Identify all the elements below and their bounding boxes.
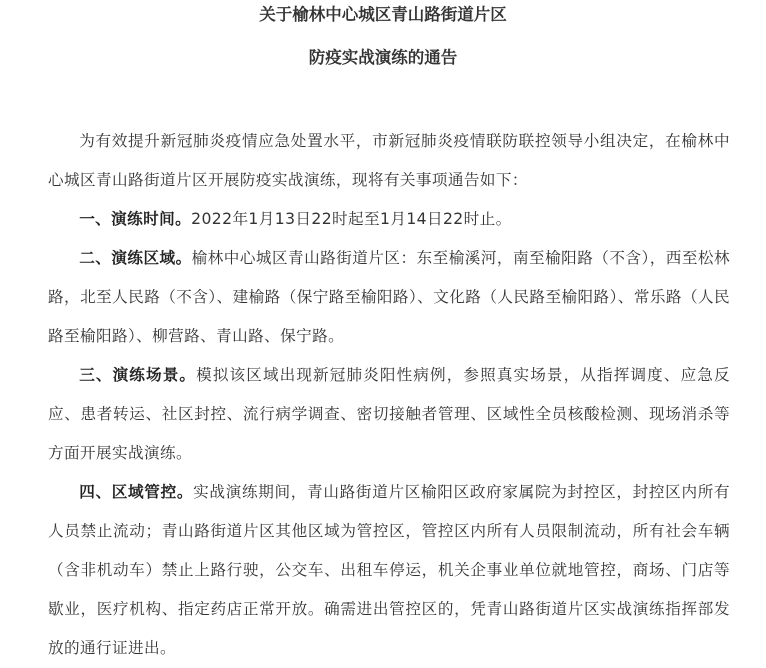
section-heading: 三、演练场景。 xyxy=(79,366,197,384)
section-drill-area xyxy=(48,239,730,356)
section-heading: 四、区域管控。 xyxy=(79,483,194,501)
section-text: 榆林中心城区青山路街道片区：东至榆溪河，南至榆阳路（不含），西至松林路，北至人民路（不含）、建榆路（保宁路至榆阳路）、文化路（人民路至榆阳路）、常乐路（人民路至榆阳路）、柳营路、青山路、保宁路。 xyxy=(48,249,730,345)
section-text: 模拟该区域出现新冠肺炎阳性病例，参照真实场景，从指挥调度、应急反应、患者转运、社区封控、流行病学调查、密切接触者管理、区域性全员核酸检测、现场消杀等方面开展实战演练。 xyxy=(48,366,730,462)
section-drill-time xyxy=(48,200,730,239)
section-drill-scenario xyxy=(48,356,730,473)
section-heading: 二、演练区域。 xyxy=(79,249,192,267)
section-area-control xyxy=(48,473,730,668)
document-body xyxy=(48,122,730,668)
document-title-line-2: 防疫实战演练的通告 xyxy=(308,48,458,67)
section-text: 2022年1月13日22时起至1月14日22时止。 xyxy=(191,210,512,228)
document-title-line-1: 关于榆林中心城区青山路街道片区 xyxy=(259,5,507,24)
intro-paragraph: 为有效提升新冠肺炎疫情应急处置水平，市新冠肺炎疫情联防联控领导小组决定，在榆林中心城区青山路街道片区开展防疫实战演练，现将有关事项通告如下： xyxy=(48,132,730,189)
section-text: 实战演练期间，青山路街道片区榆阳区政府家属院为封控区，封控区内所有人员禁止流动；青山路街道片区其他区域为管控区，管控区内所有人员限制流动，所有社会车辆（含非机动车）禁止上路行驶，公交车、出租车停运，机关企事业单位就地管控，商场、门店等歇业，医疗机构、指定药店正常开放。确需进出管控区的，凭青山路街道片区实战演练指挥部发放的通行证进出。 xyxy=(48,483,730,657)
section-heading: 一、演练时间。 xyxy=(79,210,192,228)
